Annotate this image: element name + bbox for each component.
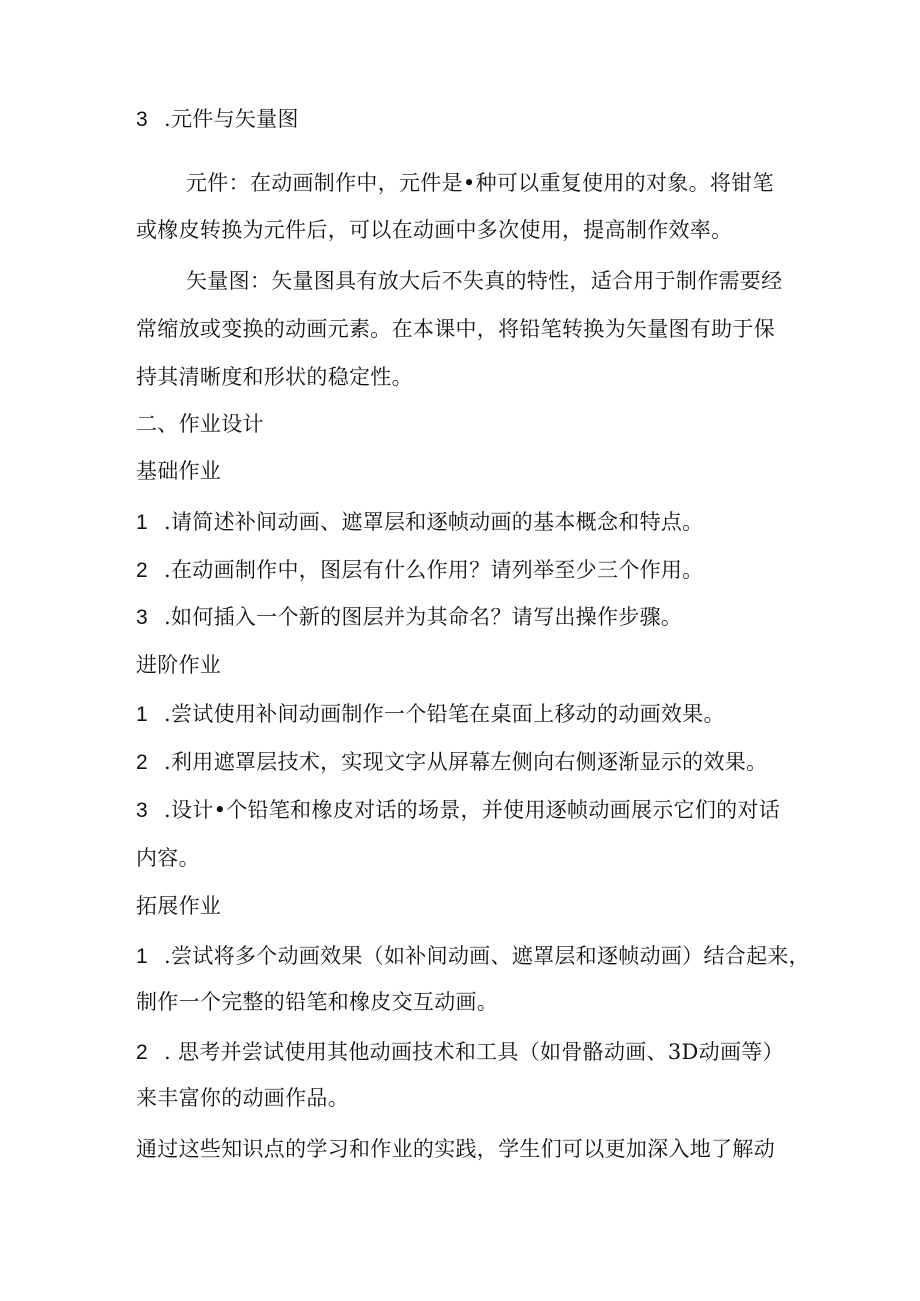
list-item (136, 700, 725, 729)
section-heading-symbols-vectors (136, 105, 299, 134)
subheading-basic-homework: 基础作业 (136, 459, 222, 483)
list-number: 1 (136, 945, 148, 968)
list-item (136, 1038, 784, 1067)
list-item-text: .在动画制作中，图层有什么作用？请列举至少三个作用。 (164, 558, 704, 582)
list-item-text: .尝试将多个动画效果（如补间动画、遮罩层和逐帧动画）结合起来， (164, 944, 810, 968)
list-item-text: .尝试使用补间动画制作一个铅笔在桌面上移动的动画效果。 (164, 702, 725, 726)
list-number: 3 (136, 799, 148, 822)
list-number: 2 (136, 559, 148, 582)
list-item (136, 556, 703, 585)
list-number: 1 (136, 511, 148, 534)
heading-text: .元件与矢量图 (164, 107, 299, 131)
list-item-text: .请简述补间动画、遮罩层和逐帧动画的基本概念和特点。 (164, 510, 704, 534)
paragraph-line: 元件：在动画制作中，元件是•种可以重复使用的对象。将钳笔 (186, 171, 774, 195)
list-item-text: .如何插入一个新的图层并为其命名？请写出操作步骤。 (164, 605, 683, 629)
paragraph-line: 通过这些知识点的学习和作业的实践，学生们可以更加深入地了解动 (136, 1137, 775, 1161)
list-number: 3 (136, 606, 148, 629)
list-item-text: . 思考并尝试使用其他动画技术和工具（如骨骼动画、3D动画等） (164, 1040, 784, 1064)
list-item-text: .利用遮罩层技术，实现文字从屏幕左侧向右侧逐渐显示的效果。 (164, 750, 768, 774)
subheading-advanced-homework: 进阶作业 (136, 653, 222, 677)
section-heading-homework-design: 二、作业设计 (136, 412, 264, 436)
list-number: 1 (136, 703, 148, 726)
paragraph-line: 持其清晰度和形状的稳定性。 (136, 365, 413, 389)
subheading-extended-homework: 拓展作业 (136, 894, 222, 918)
list-item (136, 603, 682, 632)
list-item (136, 796, 780, 825)
paragraph-line: 或橡皮转换为元件后，可以在动画中多次使用，提高制作效率。 (136, 218, 733, 242)
list-number: 2 (136, 751, 148, 774)
list-item-text: .设计•个铅笔和橡皮对话的场景，并使用逐帧动画展示它们的对话 (164, 798, 781, 822)
list-number: 3 (136, 108, 148, 131)
paragraph-line: 矢量图：矢量图具有放大后不失真的特性，适合用于制作需要经 (186, 269, 783, 293)
list-item (136, 508, 703, 537)
list-number: 2 (136, 1041, 148, 1064)
paragraph-line: 常缩放或变换的动画元素。在本课中，将铅笔转换为矢量图有助于保 (136, 317, 775, 341)
list-item-continuation: 制作一个完整的铅笔和橡皮交互动画。 (136, 990, 499, 1014)
list-item-continuation: 内容。 (136, 846, 200, 870)
list-item-continuation: 来丰富你的动画作品。 (136, 1086, 349, 1110)
list-item (136, 942, 810, 971)
list-item (136, 748, 767, 777)
